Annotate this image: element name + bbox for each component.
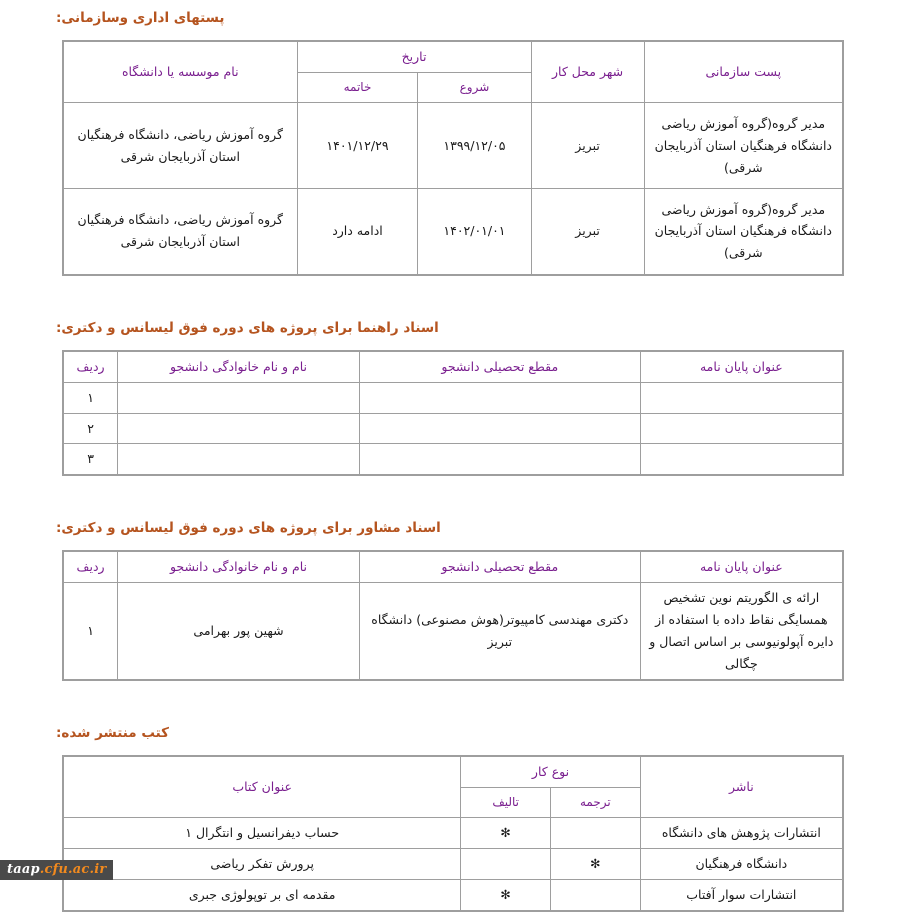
cell-authored-mark: ✻ xyxy=(461,879,551,910)
table-row xyxy=(63,879,843,910)
col-index: ردیف xyxy=(63,351,118,382)
cell-index: ۲ xyxy=(63,413,118,444)
cell-thesis-title xyxy=(640,382,843,413)
col-book-title: عنوان کتاب xyxy=(63,756,461,817)
cell-thesis-title: ارائه ی الگوریتم نوین تشخیص همسایگی نقاط داده با استفاده از دایره آپولونیوسی بر اساس اتصال و چگالی xyxy=(640,583,843,680)
table-row xyxy=(63,444,843,475)
section-heading-books: کتب منتشر شده: xyxy=(56,724,170,741)
table-header-row xyxy=(63,551,843,582)
spacer xyxy=(0,741,900,755)
admin-posts-table-wrap xyxy=(0,40,900,275)
col-city: شهر محل کار xyxy=(531,41,644,102)
col-translated: ترجمه xyxy=(551,787,641,817)
table-body xyxy=(63,382,843,475)
books-table xyxy=(62,755,844,912)
section-heading-supervisor-docs: اسناد راهنما برای پروژه های دوره فوق لیسانس و دکتری: xyxy=(56,319,439,336)
table-header xyxy=(63,351,843,382)
col-authored: تالیف xyxy=(461,787,551,817)
cell-thesis-title xyxy=(640,444,843,475)
cell-translated-mark xyxy=(551,879,641,910)
cell-translated-mark xyxy=(551,817,641,848)
advisor-docs-table xyxy=(62,550,844,680)
cell-thesis-title xyxy=(640,413,843,444)
table-header xyxy=(63,756,843,817)
col-institution: نام موسسه یا دانشگاه xyxy=(63,41,297,102)
cell-publisher: انتشارات سوار آفتاب xyxy=(640,879,843,910)
cell-city: تبریز xyxy=(531,189,644,275)
table-body xyxy=(63,103,843,275)
col-date-start: شروع xyxy=(418,73,531,103)
cell-city: تبریز xyxy=(531,103,644,189)
table-row xyxy=(63,382,843,413)
cell-degree xyxy=(359,382,640,413)
table-body xyxy=(63,817,843,910)
col-thesis-title: عنوان پایان نامه xyxy=(640,351,843,382)
cell-index: ۱ xyxy=(63,382,118,413)
cell-position: مدیر گروه(گروه آموزش ریاضی دانشگاه فرهنگیان استان آذربایجان شرقی) xyxy=(644,103,843,189)
table-header xyxy=(63,41,843,102)
spacer xyxy=(0,476,900,520)
cell-degree xyxy=(359,413,640,444)
col-work-type: نوع کار xyxy=(461,756,640,787)
cell-index: ۳ xyxy=(63,444,118,475)
spacer xyxy=(0,336,900,350)
cell-student-name: شهین پور بهرامی xyxy=(118,583,360,680)
supervisor-docs-table xyxy=(62,350,844,477)
spacer xyxy=(0,536,900,550)
cell-student-name xyxy=(118,444,360,475)
cell-translated-mark: ✻ xyxy=(551,848,641,879)
cell-institution: گروه آموزش ریاضی، دانشگاه فرهنگیان استان آذربایجان شرقی xyxy=(63,189,297,275)
cell-book-title: مقدمه ای بر توپولوژی جبری xyxy=(63,879,461,910)
col-date-end: خاتمه xyxy=(297,73,418,103)
cell-book-title: پرورش تفکر ریاضی xyxy=(63,848,461,879)
col-student-name: نام و نام خانوادگی دانشجو xyxy=(118,351,360,382)
cell-publisher: انتشارات پژوهش های دانشگاه xyxy=(640,817,843,848)
cell-date-end: ادامه دارد xyxy=(297,189,418,275)
table-row xyxy=(63,583,843,680)
cell-authored-mark: ✻ xyxy=(461,817,551,848)
table-row xyxy=(63,817,843,848)
admin-posts-table xyxy=(62,40,844,275)
spacer-top xyxy=(0,0,900,10)
col-student-name: نام و نام خانوادگی دانشجو xyxy=(118,551,360,582)
cell-authored-mark xyxy=(461,848,551,879)
cell-date-start: ۱۴۰۲/۰۱/۰۱ xyxy=(418,189,531,275)
col-degree: مقطع تحصیلی دانشجو xyxy=(359,551,640,582)
table-row xyxy=(63,413,843,444)
table-header-row xyxy=(63,756,843,787)
col-date-group: تاریخ xyxy=(297,41,531,72)
advisor-docs-table-wrap xyxy=(0,550,900,680)
section-heading-admin-posts: پستهای اداری وسازمانی: xyxy=(56,10,225,26)
col-position: پست سازمانی xyxy=(644,41,843,102)
watermark-suffix: .cfu.ac.ir xyxy=(39,862,107,877)
cell-degree: دکتری مهندسی کامپیوتر(هوش مصنوعی) دانشگاه تبریز xyxy=(359,583,640,680)
spacer xyxy=(0,26,900,40)
table-header xyxy=(63,551,843,582)
cell-date-start: ۱۳۹۹/۱۲/۰۵ xyxy=(418,103,531,189)
supervisor-docs-table-wrap xyxy=(0,350,900,477)
cell-student-name xyxy=(118,382,360,413)
col-thesis-title: عنوان پایان نامه xyxy=(640,551,843,582)
cell-book-title: حساب دیفرانسیل و انتگرال ۱ xyxy=(63,817,461,848)
cell-institution: گروه آموزش ریاضی، دانشگاه فرهنگیان استان آذربایجان شرقی xyxy=(63,103,297,189)
site-watermark xyxy=(0,860,113,880)
table-row xyxy=(63,189,843,275)
table-body xyxy=(63,583,843,680)
cell-date-end: ۱۴۰۱/۱۲/۲۹ xyxy=(297,103,418,189)
col-degree: مقطع تحصیلی دانشجو xyxy=(359,351,640,382)
col-index: ردیف xyxy=(63,551,118,582)
cell-student-name xyxy=(118,413,360,444)
table-header-row xyxy=(63,351,843,382)
col-publisher: ناشر xyxy=(640,756,843,817)
spacer xyxy=(0,681,900,725)
spacer xyxy=(0,276,900,320)
books-table-wrap xyxy=(0,755,900,912)
cell-position: مدیر گروه(گروه آموزش ریاضی دانشگاه فرهنگیان استان آذربایجان شرقی) xyxy=(644,189,843,275)
cell-index: ۱ xyxy=(63,583,118,680)
watermark-prefix: taap xyxy=(7,862,40,877)
cell-degree xyxy=(359,444,640,475)
table-header-row xyxy=(63,41,843,72)
table-row xyxy=(63,103,843,189)
table-row xyxy=(63,848,843,879)
section-heading-advisor-docs: اسناد مشاور برای پروژه های دوره فوق لیسانس و دکتری: xyxy=(56,520,441,537)
cell-publisher: دانشگاه فرهنگیان xyxy=(640,848,843,879)
